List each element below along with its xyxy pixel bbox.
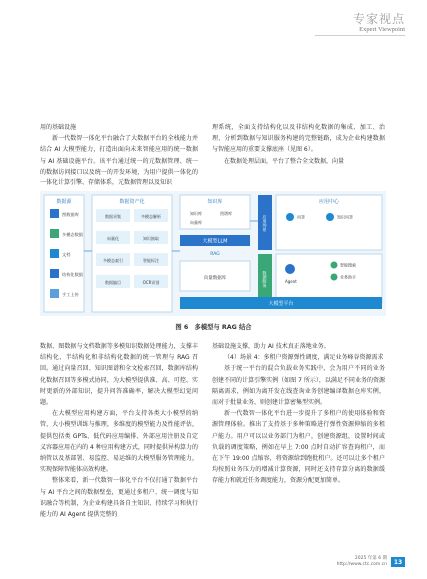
page-header (353, 12, 405, 34)
app-item: 知识问答 (337, 214, 353, 220)
llm-label: 大模型LLM (202, 238, 228, 245)
paragraph: 基于统一平台的混合负载业务实践中，会为用户不同的业务创建不同的计算引擎实例（如图 7 所示），以满足不同业务的资源隔离需求，例如为离开发在线查询业务创建编译数据仓库实例，而对于批量业务，则创建计算密集型实例。 (212, 365, 385, 407)
paragraph: 在大模型应用构建方面，平台支持各类大小模型的纳管，大小模型训练与推理，多维度的模型能力及性能评估，提供包括类 GPTs、低代码应用编排、外部应用注册及自定义容器应用在内的 4 种应用构建方式，同时提供异构算力的纳管以及基部署、易监控、易运维的大模型服务管理能力，实现保障智能体高效构建。 (40, 410, 198, 474)
service-side-label: 数据服务 (262, 270, 268, 288)
page-number: 13 (391, 557, 405, 567)
paragraph: 理系统，全面支持结构化以及非结构化数据的集成、加工、治理、分析到数据与知识服务构建的完整链路，成为企业构建数据与智能应用的重要支撑底座（见图 6）。 (212, 124, 385, 154)
agent-item: 业务助手 (340, 274, 356, 280)
upload-icon (50, 289, 59, 298)
knowledge-item: 向量库 (190, 220, 202, 225)
chat-icon (286, 213, 294, 221)
figure-caption: 图 6 多模型与 RAG 结合 (175, 324, 252, 331)
section-title-en: Expert Viewpoint (359, 26, 405, 33)
paragraph: 数据、图数据与文档数据等多模知识数据处理能力，支撑丰结构化、半结构化和非结构化数据的统一管理与 RAG 召回。通过向量召回、知识图谱和全文检索召回，数据库结构化数据召回等多模式协同，为大模型提供准、高、可控、实时更新的外部知识，提升问答准确率，解决大模型幻觉问题。 (40, 343, 198, 407)
pipeline-label: 智能标注 (143, 258, 159, 263)
pipeline-label: 知识抽取 (143, 236, 159, 241)
agent-item: Agent (285, 279, 297, 284)
assistant-icon (331, 274, 338, 281)
architecture-diagram (40, 191, 386, 316)
knowledge-item: 图谱库 (220, 211, 232, 216)
knowledge-item: 知识库 (190, 211, 202, 216)
paragraph: 新一代数智一体化平台进一步提升了多租户的使用体验和资源管理体验。推出了支持基于多种策略进行弹性资源伸缩的多租户能力。用户可以以业务部门为租户，创建资源组，设置时间或负载的调度策略，例如在早上 7:00 点时自动扩容查询租户，而在下午 19:00 点缩容，将资源给到跑批租户。还可以让多个租户均按照业务压力的增减计算资源，同时还支持存算分离的数据缓存能力和就近任务调度能力，资源分配更加简单。 (212, 410, 385, 485)
section-title-cn: 专家视点 (352, 12, 405, 26)
source-item: 手工上传 (62, 292, 79, 297)
issue-info (337, 556, 387, 568)
source-item: 图数据库 (62, 212, 79, 217)
rag-label: RAG (210, 252, 220, 257)
issue-line: 2025 年第 6 期 (354, 556, 387, 561)
paragraph: 整体来看，新一代数智一体化平台不仅打通了数据平台与 AI 平台之间的数据壁垒，更通过多租户、统一调度与知识融合等机制，为企业构建具备自主知识、持续学习和执行能力的 AI Agent 提供完整的 (40, 477, 198, 519)
source-item: 文档 (62, 252, 71, 257)
source-item: 结构化数据 (62, 272, 83, 277)
agent-item: 智能搜索 (340, 262, 356, 268)
pipeline-title: 数据资产化 (119, 199, 145, 205)
pipeline-label: 向量化 (107, 236, 119, 241)
paragraph: 新一代数智一体化平台融合了大数据平台的全栈能力并结合 AI 大模型能力，打造出面向未来智能应用的统一数据与 AI 基础设施平台。该平台通过统一的元数据管理、统一的数据访问接口以及统一的开发环境，为用户提供一体化的 (40, 135, 198, 176)
database-icon (50, 209, 59, 218)
column-right-top (212, 122, 385, 167)
paragraph: （4）场景 4：多租户资源弹性调度，满足业务峰谷资源需求 (224, 354, 384, 362)
app-item: 问答 (297, 214, 305, 220)
paragraph: 在数据处理层面，平台了整合全文数据，向量 (224, 157, 345, 165)
paragraph: 一体化计算引擎、存储体系，元数据管理以及知识 (40, 179, 173, 187)
search-icon (331, 262, 338, 269)
app-side-label: 应用场景 (262, 214, 268, 232)
issue-url: http://www.ctc.com.cn (336, 562, 387, 567)
column-left-bottom (40, 341, 198, 520)
vector-db-label: 向量数据库 (203, 276, 227, 281)
page-footer (337, 556, 405, 568)
pipeline-label: OCR识别 (142, 280, 160, 285)
header-divider (315, 35, 405, 36)
multimodal-icon (50, 229, 59, 238)
pipeline-label: 数据编目 (105, 280, 121, 285)
knowledge-title: 知识库 (207, 199, 223, 205)
app-center-title: 应用中心 (318, 199, 340, 205)
column-right-bottom (212, 341, 385, 487)
paragraph: 用的基础设施 (40, 124, 77, 131)
sources-title: 数据源 (56, 199, 72, 205)
column-left-top (40, 122, 198, 188)
source-item: 多模态数据 (62, 232, 83, 237)
pipeline-label: 多模态解析 (141, 214, 161, 219)
knowledge-qa-icon (326, 213, 334, 221)
table-icon (50, 269, 59, 278)
platform-label: 大模型平台 (268, 301, 294, 307)
agent-icon (285, 264, 295, 274)
paragraph: 基础设施支撑，助力 AI 技术真正落地业务。 (212, 343, 330, 350)
pipeline-label: 多模态索引 (103, 258, 123, 263)
document-icon (50, 249, 59, 258)
pipeline-label: 数据采集 (105, 214, 121, 219)
